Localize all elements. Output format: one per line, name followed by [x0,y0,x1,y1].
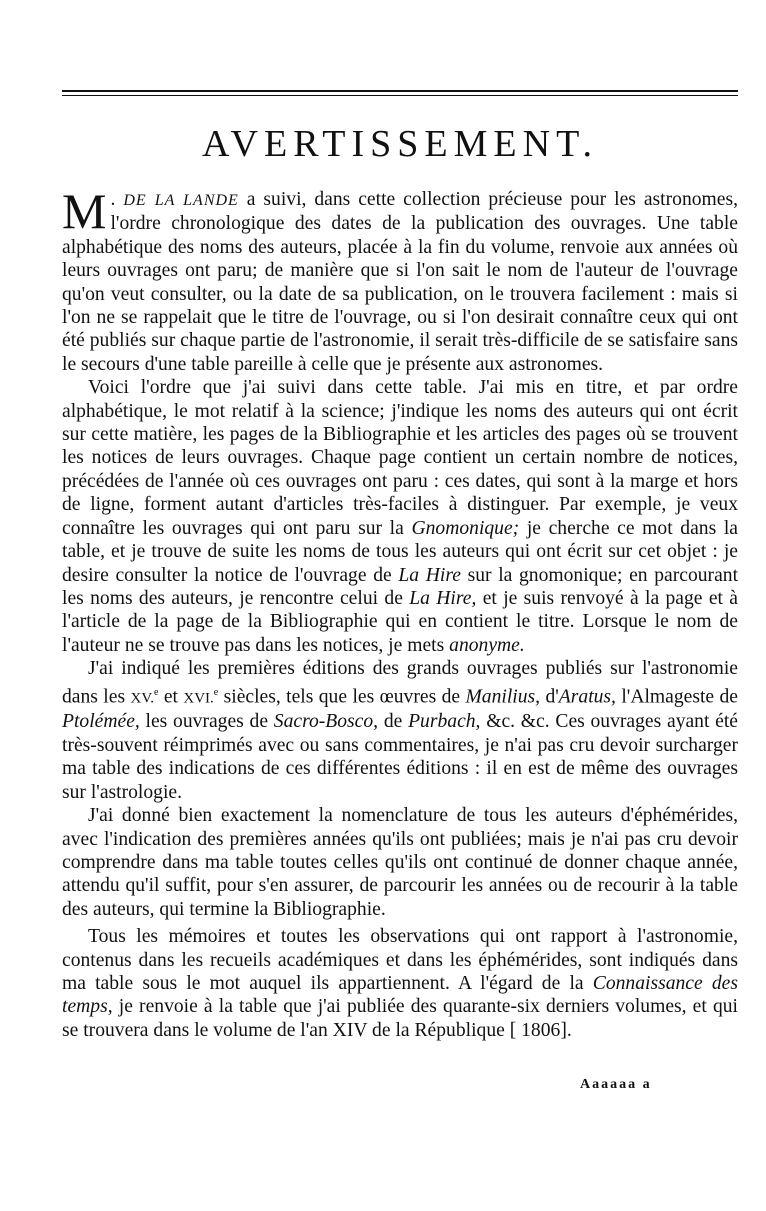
paragraph-2: Voici l'ordre que j'ai suivi dans cette table. J'ai mis en titre, et par ordre alphabétique, le mot relatif à la science; j'indique les noms des auteurs qui ont écrit sur cette matière, les pages de la Bibliographie et les articles des pages où se trouvent les notices de leurs ouvrages. Chaque page contient un certain nombre de notices, précédées de l'année où ces ouvrages ont paru : ces dates, qui sont à la marge et hors de ligne, forment autant d'articles très-faciles à distinguer. Par exemple, je veux connaître les ouvrages qui ont paru sur la Gnomonique; je cherche ce mot dans la table, et je trouve de suite les noms de tous les auteurs qui ont écrit sur cet objet : je desire consulter la notice de l'ouvrage de La Hire sur la gnomonique; en parcourant les noms des auteurs, je rencontre celui de La Hire, et je suis renvoyé à la page et à l'article de la page de la Bibliographie qui en contient le titre. Lorsque le nom de l'auteur ne se trouve pas dans les notices, je mets anonyme. [62,377,739,656]
drop-cap: M [62,183,107,239]
author-name: DE LA LANDE [123,192,239,209]
page-title: AVERTISSEMENT. [202,123,598,165]
header-rule [62,90,738,92]
paragraph-3: J'ai indiqué les premières éditions des grands ouvrages publiés sur l'astronomie dans les XV.$^e$ et XVI.$^e$ siècles, tels que les œuvres de Manilius, d'Aratus, l'Almageste de Ptolémée, les ouvrages de Sacro-Bosco, de Purbach, &c. &c. Ces ouvrages ayant été très-souvent réimprimés avec ou sans commentaires, je n'ai pas cru devoir surcharger ma table des indications de ces différentes éditions : il en est de même des ouvrages sur l'astrologie. [62,658,739,803]
paragraph-1: M . DE LA LANDE a suivi, dans cette collection précieuse pour les astronomes, l'ordre chronologique des dates de la publication des ouvrages. Une table alphabétique des noms des auteurs, placée à la fin du volume, renvoie aux années où leurs ouvrages ont paru; de manière que si l'on sait le nom de l'auteur de l'ouvrage qu'on veut consulter, ou la date de sa publication, on le trouvera facilement : mais si l'on ne se rappelait que le titre de l'ouvrage, ou si l'on desirait connaître ceux qui ont été publiés sur chaque partie de l'astronomie, il serait très-difficile de se satisfaire sans le secours d'une table pareille à celle que je présente aux astronomes. [62,183,739,375]
signature-mark: Aaaaaa a [580,1077,652,1092]
body-text [62,183,739,1042]
header-rule-thin [62,95,738,96]
paragraph-5: Tous les mémoires et toutes les observations qui ont rapport à l'astronomie, contenus dans les recueils académiques et dans les éphémérides, sont indiqués dans ma table sous le mot auquel ils appartiennent. A l'égard de la Connaissance des temps, je renvoie à la table que j'ai publiée des quarante-six derniers volumes, et qui se trouvera dans le volume de l'an XIV de la République [ 1806]. [62,926,738,1041]
paragraph-4: J'ai donné bien exactement la nomenclature de tous les auteurs d'éphémérides, avec l'indication des premières années qu'ils ont publiées; mais je n'ai pas cru devoir comprendre dans ma table toutes celles qu'ils ont continué de donner chaque année, attendu qu'il suffit, pour s'en assurer, de parcourir les années ou de recourir à la table des auteurs, qui termine la Bibliographie. [62,805,738,920]
